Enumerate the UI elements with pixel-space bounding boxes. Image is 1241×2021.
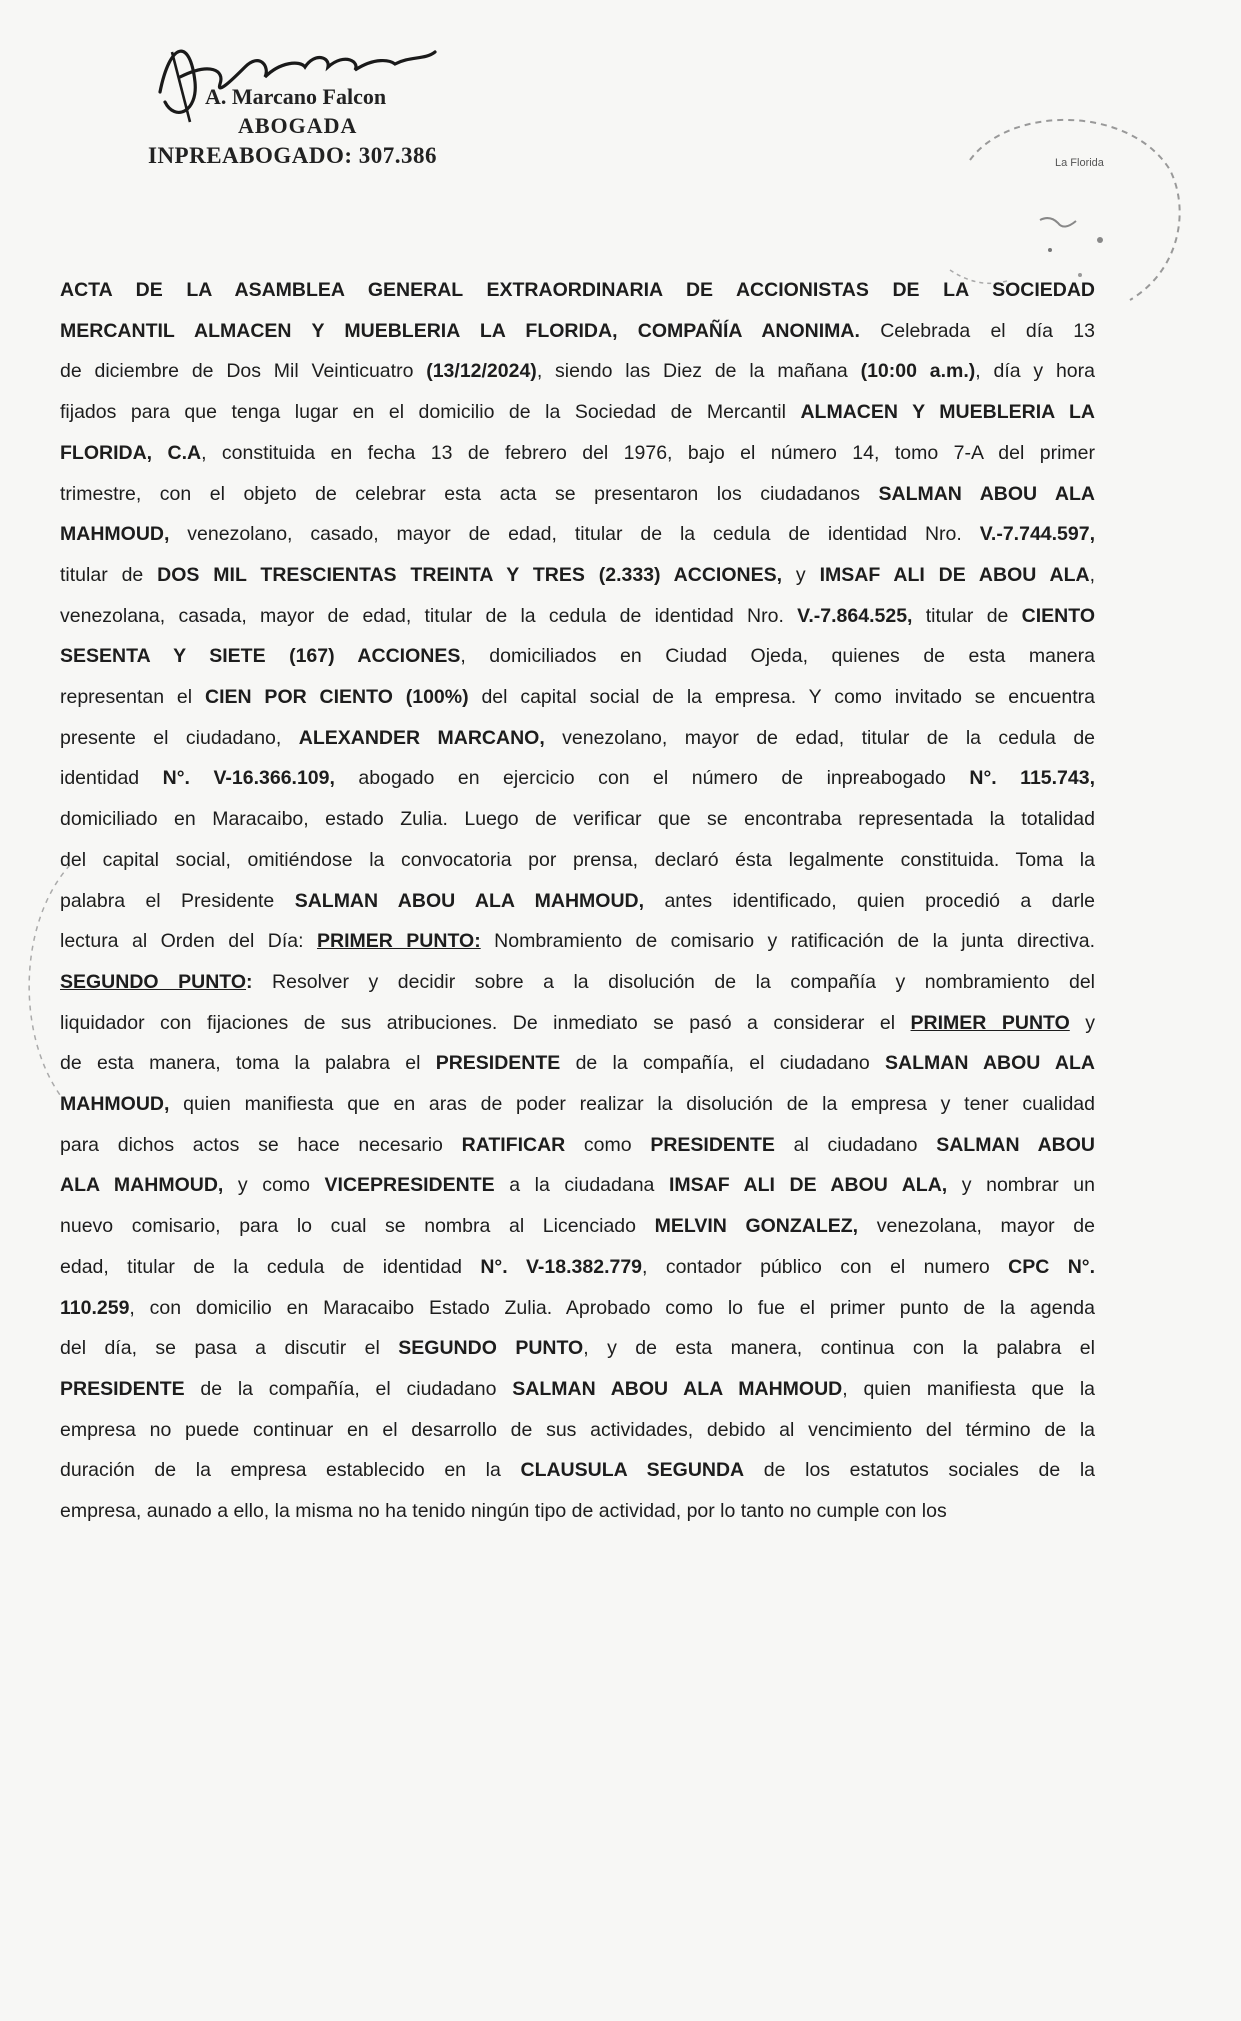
bold-text: MELVIN GONZALEZ, — [654, 1215, 859, 1238]
lawyer-role: ABOGADA — [238, 113, 358, 138]
text-span: venezolana, casada, mayor de edad, titular de la cedula de identidad Nro. — [60, 604, 798, 627]
bold-text: MERCANTIL ALMACEN Y MUEBLERIA LA FLORIDA, COMPAÑÍA ANONIMA. — [60, 319, 860, 342]
text-span: lectura al Orden del Día: — [60, 930, 317, 953]
text-span: empresa no puede continuar en el desarrollo de sus actividades, debido al vencimiento del término de la — [60, 1418, 1095, 1441]
lawyer-name: A. Marcano Falcon — [205, 84, 387, 109]
bold-text: V.-7.864.525, — [797, 604, 913, 627]
text-line — [60, 1491, 1095, 1531]
bold-text: VICEPRESIDENTE — [324, 1174, 495, 1197]
bold-text: : — [246, 970, 253, 993]
text-line — [60, 962, 1095, 1002]
bold-text: IMSAF ALI DE ABOU ALA, — [668, 1174, 948, 1197]
bold-text: SALMAN ABOU ALA — [885, 1052, 1095, 1075]
bold-text: ALEXANDER MARCANO, — [298, 726, 545, 749]
seal-text: La Florida — [1055, 157, 1104, 169]
bold-text: SALMAN ABOU — [936, 1133, 1095, 1156]
text-span: quien manifiesta que en aras de poder realizar la disolución de la empresa y tener cualidad — [169, 1093, 1095, 1115]
text-line — [60, 840, 1095, 880]
text-span: y — [782, 563, 820, 586]
bold-text: PRIMER PUNTO — [910, 1011, 1070, 1034]
bold-text: DOS MIL TRESCIENTAS TREINTA Y TRES (2.333) ACCIONES, — [157, 563, 783, 586]
text-line — [60, 1084, 1095, 1124]
text-span: , siendo las Diez de la mañana — [536, 360, 861, 383]
text-span: como — [565, 1133, 651, 1156]
text-span: de los estatutos sociales de la — [744, 1459, 1096, 1482]
text-span: fijados para que tenga lugar en el domicilio de la Sociedad de Mercantil — [60, 401, 801, 424]
bold-text: ALA MAHMOUD, — [60, 1174, 224, 1197]
text-span: , contador público con el numero — [642, 1255, 1009, 1278]
bold-text: SALMAN ABOU ALA MAHMOUD — [512, 1377, 843, 1400]
text-span: domiciliado en Maracaibo, estado Zulia. Luego de verificar que se encontraba representada la totalidad — [60, 808, 1095, 831]
text-line — [60, 1450, 1095, 1490]
text-line — [60, 392, 1095, 432]
bold-text: MAHMOUD, — [60, 1093, 170, 1115]
bold-text: PRESIDENTE — [435, 1052, 561, 1075]
text-span: y como — [223, 1174, 325, 1197]
text-span: trimestre, con el objeto de celebrar esta acta se presentaron los ciudadanos — [60, 482, 879, 505]
text-span: liquidador con fijaciones de sus atribuciones. De inmediato se pasó a considerar el — [60, 1011, 911, 1034]
bold-text: ACTA DE LA ASAMBLEA GENERAL EXTRAORDINARIA DE ACCIONISTAS DE LA SOCIEDAD — [60, 279, 1095, 301]
text-line — [60, 1328, 1095, 1368]
text-line — [60, 1125, 1095, 1165]
bold-text: (13/12/2024) — [426, 360, 537, 383]
bold-text: ALMACEN Y MUEBLERIA LA — [800, 401, 1095, 424]
text-span: titular de — [912, 604, 1022, 627]
text-span: del capital social, omitiéndose la convocatoria por prensa, declaró ésta legalmente constituida. Toma la — [60, 848, 1095, 871]
text-line — [60, 1369, 1095, 1409]
text-span: empresa, aunado a ello, la misma no ha tenido ningún tipo de actividad, por lo tanto no cumple con los — [60, 1500, 947, 1522]
bold-text: FLORIDA, C.A — [60, 441, 202, 464]
text-line — [60, 1043, 1095, 1083]
bold-text: SEGUNDO PUNTO — [398, 1337, 584, 1360]
inpreabogado-number: INPREABOGADO: 307.386 — [148, 143, 438, 168]
text-line — [60, 596, 1095, 636]
bold-text: N°. 115.743, — [969, 767, 1095, 790]
text-line — [60, 270, 1095, 310]
text-span: , constituida en fecha 13 de febrero del 1976, bajo el número 14, tomo 7-A del primer — [201, 441, 1095, 464]
text-span: y — [1069, 1011, 1095, 1034]
text-line — [60, 677, 1095, 717]
text-span: Nombramiento de comisario y ratificación de la junta directiva. — [480, 930, 1096, 953]
bold-text: V.-7.744.597, — [979, 523, 1095, 546]
text-span: de la compañía, el ciudadano — [184, 1377, 513, 1400]
text-span: de esta manera, toma la palabra el — [60, 1052, 436, 1075]
text-span: a la ciudadana — [494, 1174, 669, 1197]
text-span: , quien manifiesta que la — [842, 1377, 1096, 1400]
bold-text: CIEN POR CIENTO (100%) — [204, 686, 469, 708]
text-span: para dichos actos se hace necesario — [60, 1133, 462, 1156]
text-span: y nombrar un — [947, 1174, 1095, 1197]
text-span: Celebrada el día 13 — [859, 319, 1095, 342]
bold-text: N°. V-18.382.779 — [480, 1255, 643, 1278]
text-span: , día y hora — [975, 360, 1095, 383]
text-span: titular de — [60, 563, 158, 586]
text-span: duración de la empresa establecido en la — [60, 1459, 521, 1482]
text-span: presente el ciudadano, — [60, 726, 299, 749]
text-span: de diciembre de Dos Mil Veinticuatro — [60, 360, 427, 383]
bold-text: PRIMER PUNTO: — [317, 930, 481, 953]
bold-text: (10:00 a.m.) — [860, 360, 976, 383]
bold-text: 110.259 — [60, 1296, 130, 1319]
bold-text: SALMAN ABOU ALA — [878, 482, 1095, 505]
text-line — [60, 718, 1095, 758]
text-line — [60, 636, 1095, 676]
text-span: nuevo comisario, para lo cual se nombra al Licenciado — [60, 1215, 655, 1238]
text-line — [60, 555, 1095, 595]
text-span: Resolver y decidir sobre a la disolución de la compañía y nombramiento del — [252, 970, 1095, 993]
text-span: de la compañía, el ciudadano — [560, 1052, 886, 1075]
text-line — [60, 1003, 1095, 1043]
bold-text: CPC N°. — [1008, 1255, 1096, 1278]
bold-text: CLAUSULA SEGUNDA — [520, 1459, 745, 1482]
bold-text: SEGUNDO PUNTO — [60, 970, 247, 993]
text-line — [60, 311, 1095, 351]
bold-text: PRESIDENTE — [60, 1377, 185, 1400]
text-line — [60, 1288, 1095, 1328]
bold-text: N°. V-16.366.109, — [162, 767, 335, 790]
text-span: identidad — [60, 767, 163, 790]
bold-text: MAHMOUD, — [60, 523, 170, 546]
text-line — [60, 921, 1095, 961]
bold-text: IMSAF ALI DE ABOU ALA — [819, 563, 1090, 586]
text-span: venezolana, mayor de — [858, 1215, 1095, 1238]
text-span: venezolano, mayor de edad, titular de la cedula de — [544, 726, 1096, 749]
text-line — [60, 1410, 1095, 1450]
bold-text: RATIFICAR — [461, 1133, 566, 1156]
text-line — [60, 1247, 1095, 1287]
text-span: , con domicilio en Maracaibo Estado Zulia. Aprobado como lo fue el primer punto de la agenda — [129, 1296, 1095, 1319]
text-span: , y de esta manera, continua con la palabra el — [583, 1337, 1095, 1360]
text-span: representan el — [60, 686, 205, 708]
text-span: venezolano, casado, mayor de edad, titular de la cedula de identidad Nro. — [169, 523, 980, 546]
text-span: antes identificado, quien procedió a darle — [644, 889, 1095, 912]
text-line — [60, 351, 1095, 391]
text-span: del capital social de la empresa. Y como invitado se encuentra — [468, 686, 1095, 708]
text-line — [60, 799, 1095, 839]
text-span: , domiciliados en Ciudad Ojeda, quienes de esta manera — [460, 645, 1095, 668]
text-line — [60, 433, 1095, 473]
bold-text: CIENTO — [1021, 604, 1095, 627]
text-span: abogado en ejercicio con el número de inpreabogado — [334, 767, 970, 790]
text-span: edad, titular de la cedula de identidad — [60, 1255, 481, 1278]
text-span: al ciudadano — [774, 1133, 937, 1156]
bold-text: PRESIDENTE — [650, 1133, 775, 1156]
text-span: , — [1089, 563, 1096, 586]
text-line — [60, 474, 1095, 514]
text-line — [60, 758, 1095, 798]
text-line — [60, 1165, 1095, 1205]
bold-text: SESENTA Y SIETE (167) ACCIONES — [60, 645, 461, 668]
text-line — [60, 1206, 1095, 1246]
bold-text: SALMAN ABOU ALA MAHMOUD, — [294, 889, 645, 912]
text-span: del día, se pasa a discutir el — [60, 1337, 399, 1360]
text-span: palabra el Presidente — [60, 889, 295, 912]
text-line — [60, 514, 1095, 554]
text-line — [60, 881, 1095, 921]
